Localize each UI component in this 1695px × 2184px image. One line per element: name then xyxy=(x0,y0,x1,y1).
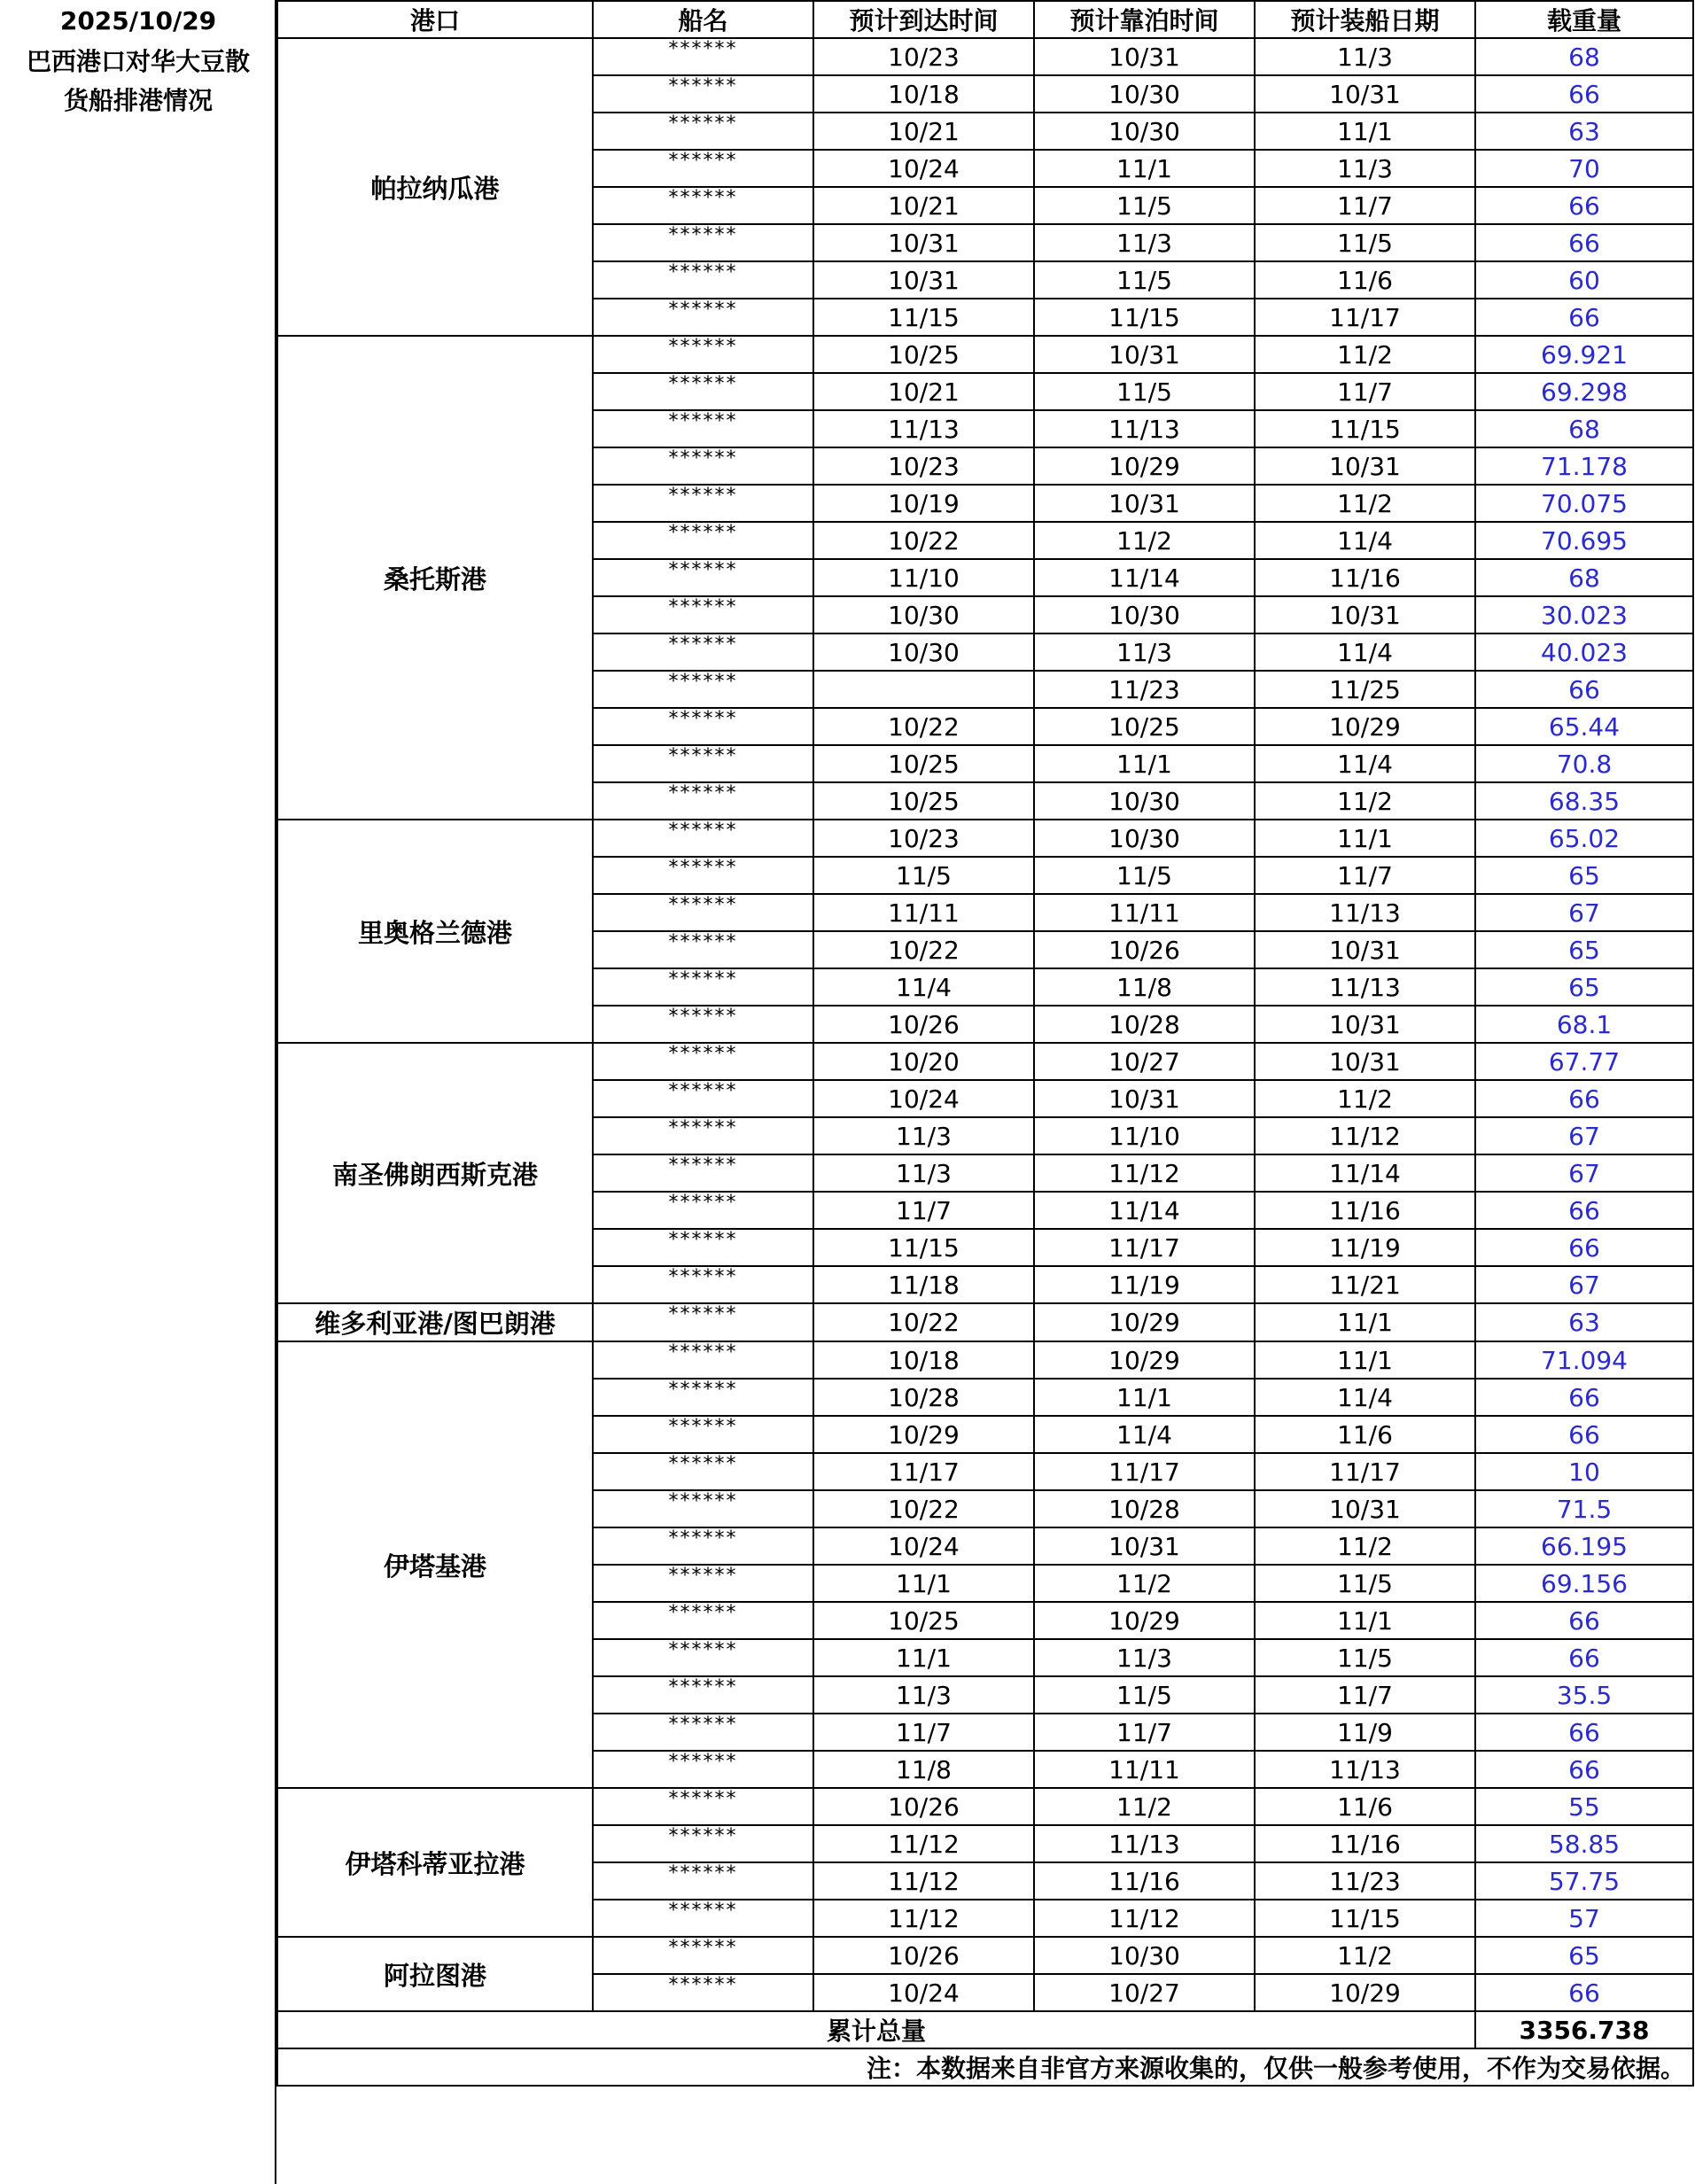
loading-cell: 11/9 xyxy=(1255,1714,1475,1751)
arrival-cell: 11/8 xyxy=(813,1751,1034,1788)
berthing-cell: 11/2 xyxy=(1034,1565,1255,1602)
ship-name-cell: ****** xyxy=(593,596,813,633)
ship-name-cell: ****** xyxy=(593,559,813,596)
ship-name-cell: ****** xyxy=(593,113,813,150)
ship-name-cell: ****** xyxy=(593,1303,813,1341)
arrival-cell: 10/29 xyxy=(813,1416,1034,1453)
tonnage-cell: 70.075 xyxy=(1475,485,1693,522)
loading-cell: 11/1 xyxy=(1255,1303,1475,1341)
arrival-cell: 10/18 xyxy=(813,1341,1034,1379)
berthing-cell: 10/27 xyxy=(1034,1974,1255,2011)
tonnage-cell: 71.094 xyxy=(1475,1341,1693,1379)
table-row xyxy=(277,1788,1693,1825)
arrival-cell: 10/25 xyxy=(813,745,1034,782)
tonnage-cell: 65 xyxy=(1475,968,1693,1006)
berthing-cell: 11/17 xyxy=(1034,1229,1255,1266)
loading-cell: 11/7 xyxy=(1255,187,1475,224)
arrival-cell: 11/7 xyxy=(813,1714,1034,1751)
arrival-cell: 10/24 xyxy=(813,1527,1034,1565)
loading-cell: 10/31 xyxy=(1255,1043,1475,1080)
tonnage-cell: 66 xyxy=(1475,75,1693,113)
berthing-cell: 10/30 xyxy=(1034,820,1255,857)
tonnage-cell: 66 xyxy=(1475,1639,1693,1676)
berthing-cell: 11/1 xyxy=(1034,150,1255,187)
loading-cell: 11/3 xyxy=(1255,38,1475,75)
tonnage-cell: 65 xyxy=(1475,857,1693,894)
berthing-cell: 10/30 xyxy=(1034,782,1255,820)
disclaimer-note: 注：本数据来自非官方来源收集的，仅供一般参考使用，不作为交易依据。 xyxy=(277,2048,1693,2086)
berthing-cell: 10/31 xyxy=(1034,1080,1255,1117)
loading-cell: 10/31 xyxy=(1255,1490,1475,1527)
header-arrival: 预计到达时间 xyxy=(813,1,1034,38)
berthing-cell: 11/10 xyxy=(1034,1117,1255,1154)
ship-name-cell: ****** xyxy=(593,187,813,224)
tonnage-cell: 65.02 xyxy=(1475,820,1693,857)
ship-name-cell: ****** xyxy=(593,1862,813,1900)
loading-cell: 11/7 xyxy=(1255,373,1475,410)
berthing-cell: 10/25 xyxy=(1034,708,1255,745)
loading-cell: 11/2 xyxy=(1255,1527,1475,1565)
loading-cell: 11/2 xyxy=(1255,1937,1475,1974)
tonnage-cell: 67 xyxy=(1475,1154,1693,1192)
berthing-cell: 11/11 xyxy=(1034,1751,1255,1788)
arrival-cell: 11/7 xyxy=(813,1192,1034,1229)
arrival-cell: 11/13 xyxy=(813,410,1034,447)
ship-name-cell: ****** xyxy=(593,1416,813,1453)
tonnage-cell: 67.77 xyxy=(1475,1043,1693,1080)
berthing-cell: 10/31 xyxy=(1034,38,1255,75)
ship-name-cell: ****** xyxy=(593,1229,813,1266)
ship-name-cell: ****** xyxy=(593,410,813,447)
loading-cell: 11/1 xyxy=(1255,1602,1475,1639)
loading-cell: 11/21 xyxy=(1255,1266,1475,1303)
table-row xyxy=(277,820,1693,857)
tonnage-cell: 67 xyxy=(1475,894,1693,931)
loading-cell: 11/4 xyxy=(1255,522,1475,559)
tonnage-cell: 65.44 xyxy=(1475,708,1693,745)
arrival-cell: 10/20 xyxy=(813,1043,1034,1080)
table-row xyxy=(277,1341,1693,1379)
note-row xyxy=(277,2048,1693,2086)
loading-cell: 11/15 xyxy=(1255,410,1475,447)
loading-cell: 11/17 xyxy=(1255,299,1475,336)
arrival-cell: 10/21 xyxy=(813,187,1034,224)
berthing-cell: 11/14 xyxy=(1034,559,1255,596)
berthing-cell: 11/8 xyxy=(1034,968,1255,1006)
tonnage-cell: 57 xyxy=(1475,1900,1693,1937)
berthing-cell: 10/30 xyxy=(1034,1937,1255,1974)
tonnage-cell: 71.5 xyxy=(1475,1490,1693,1527)
tonnage-cell: 66 xyxy=(1475,1974,1693,2011)
ship-name-cell: ****** xyxy=(593,1527,813,1565)
ship-name-cell: ****** xyxy=(593,1080,813,1117)
loading-cell: 11/1 xyxy=(1255,113,1475,150)
ship-name-cell: ****** xyxy=(593,224,813,261)
tonnage-cell: 66 xyxy=(1475,224,1693,261)
arrival-cell: 11/4 xyxy=(813,968,1034,1006)
header-ship-name: 船名 xyxy=(593,1,813,38)
berthing-cell: 11/12 xyxy=(1034,1154,1255,1192)
ship-name-cell: ****** xyxy=(593,373,813,410)
ship-name-cell: ****** xyxy=(593,75,813,113)
arrival-cell: 11/3 xyxy=(813,1117,1034,1154)
ship-name-cell: ****** xyxy=(593,336,813,373)
tonnage-cell: 57.75 xyxy=(1475,1862,1693,1900)
tonnage-cell: 69.298 xyxy=(1475,373,1693,410)
berthing-cell: 11/5 xyxy=(1034,1676,1255,1714)
arrival-cell: 10/26 xyxy=(813,1006,1034,1043)
ship-name-cell: ****** xyxy=(593,1117,813,1154)
port-name-cell: 维多利亚港/图巴朗港 xyxy=(277,1303,593,1341)
ship-name-cell: ****** xyxy=(593,485,813,522)
tonnage-cell: 10 xyxy=(1475,1453,1693,1490)
berthing-cell: 11/5 xyxy=(1034,857,1255,894)
tonnage-cell: 66 xyxy=(1475,671,1693,708)
arrival-cell: 11/1 xyxy=(813,1639,1034,1676)
berthing-cell: 11/4 xyxy=(1034,1416,1255,1453)
arrival-cell: 10/19 xyxy=(813,485,1034,522)
header-tonnage: 载重量 xyxy=(1475,1,1693,38)
arrival-cell: 11/18 xyxy=(813,1266,1034,1303)
loading-cell: 11/3 xyxy=(1255,150,1475,187)
ship-name-cell: ****** xyxy=(593,1266,813,1303)
ship-name-cell: ****** xyxy=(593,1602,813,1639)
loading-cell: 11/13 xyxy=(1255,1751,1475,1788)
tonnage-cell: 70 xyxy=(1475,150,1693,187)
ship-name-cell: ****** xyxy=(593,671,813,708)
tonnage-cell: 60 xyxy=(1475,261,1693,299)
tonnage-cell: 70.695 xyxy=(1475,522,1693,559)
loading-cell: 11/7 xyxy=(1255,857,1475,894)
port-name-cell: 里奥格兰德港 xyxy=(277,820,593,1043)
ship-name-cell: ****** xyxy=(593,820,813,857)
tonnage-cell: 58.85 xyxy=(1475,1825,1693,1862)
ship-name-cell: ****** xyxy=(593,1490,813,1527)
berthing-cell: 10/31 xyxy=(1034,336,1255,373)
ship-name-cell: ****** xyxy=(593,931,813,968)
berthing-cell: 11/3 xyxy=(1034,224,1255,261)
loading-cell: 11/6 xyxy=(1255,1788,1475,1825)
berthing-cell: 11/16 xyxy=(1034,1862,1255,1900)
berthing-cell: 11/3 xyxy=(1034,633,1255,671)
ship-name-cell: ****** xyxy=(593,261,813,299)
total-row xyxy=(277,2011,1693,2048)
tonnage-cell: 71.178 xyxy=(1475,447,1693,485)
tonnage-cell: 69.921 xyxy=(1475,336,1693,373)
loading-cell: 10/31 xyxy=(1255,1006,1475,1043)
loading-cell: 11/4 xyxy=(1255,633,1475,671)
tonnage-cell: 66 xyxy=(1475,1229,1693,1266)
ship-name-cell: ****** xyxy=(593,857,813,894)
table-row xyxy=(277,1937,1693,1974)
tonnage-cell: 63 xyxy=(1475,1303,1693,1341)
loading-cell: 11/16 xyxy=(1255,559,1475,596)
tonnage-cell: 67 xyxy=(1475,1266,1693,1303)
ship-name-cell: ****** xyxy=(593,782,813,820)
ship-name-cell: ****** xyxy=(593,1341,813,1379)
port-name-cell: 阿拉图港 xyxy=(277,1937,593,2011)
port-name-cell: 桑托斯港 xyxy=(277,336,593,820)
loading-cell: 11/15 xyxy=(1255,1900,1475,1937)
ship-name-cell: ****** xyxy=(593,1974,813,2011)
header-berthing: 预计靠泊时间 xyxy=(1034,1,1255,38)
arrival-cell: 11/10 xyxy=(813,559,1034,596)
tonnage-cell: 63 xyxy=(1475,113,1693,150)
tonnage-cell: 67 xyxy=(1475,1117,1693,1154)
loading-cell: 11/16 xyxy=(1255,1192,1475,1229)
arrival-cell: 10/25 xyxy=(813,336,1034,373)
ship-name-cell: ****** xyxy=(593,1639,813,1676)
berthing-cell: 10/31 xyxy=(1034,1527,1255,1565)
arrival-cell: 10/22 xyxy=(813,522,1034,559)
arrival-cell: 11/3 xyxy=(813,1154,1034,1192)
loading-cell: 11/5 xyxy=(1255,1639,1475,1676)
table-row xyxy=(277,38,1693,75)
loading-cell: 11/12 xyxy=(1255,1117,1475,1154)
tonnage-cell: 68.1 xyxy=(1475,1006,1693,1043)
berthing-cell: 10/29 xyxy=(1034,1303,1255,1341)
loading-cell: 10/31 xyxy=(1255,75,1475,113)
arrival-cell: 10/23 xyxy=(813,447,1034,485)
port-name-cell: 南圣佛朗西斯克港 xyxy=(277,1043,593,1303)
arrival-cell: 11/11 xyxy=(813,894,1034,931)
ship-name-cell: ****** xyxy=(593,1788,813,1825)
berthing-cell: 10/27 xyxy=(1034,1043,1255,1080)
berthing-cell: 10/28 xyxy=(1034,1006,1255,1043)
tonnage-cell: 30.023 xyxy=(1475,596,1693,633)
ship-name-cell: ****** xyxy=(593,1751,813,1788)
table-row xyxy=(277,336,1693,373)
berthing-cell: 11/5 xyxy=(1034,187,1255,224)
arrival-cell: 11/1 xyxy=(813,1565,1034,1602)
berthing-cell: 11/13 xyxy=(1034,410,1255,447)
loading-cell: 11/7 xyxy=(1255,1676,1475,1714)
loading-cell: 11/1 xyxy=(1255,1341,1475,1379)
arrival-cell: 10/24 xyxy=(813,1080,1034,1117)
arrival-cell: 10/24 xyxy=(813,150,1034,187)
arrival-cell: 10/22 xyxy=(813,708,1034,745)
loading-cell: 11/4 xyxy=(1255,745,1475,782)
tonnage-cell: 69.156 xyxy=(1475,1565,1693,1602)
loading-cell: 10/31 xyxy=(1255,931,1475,968)
berthing-cell: 11/1 xyxy=(1034,1379,1255,1416)
tonnage-cell: 66 xyxy=(1475,1080,1693,1117)
port-name-cell: 伊塔基港 xyxy=(277,1341,593,1788)
loading-cell: 11/1 xyxy=(1255,820,1475,857)
berthing-cell: 11/13 xyxy=(1034,1825,1255,1862)
berthing-cell: 10/29 xyxy=(1034,447,1255,485)
tonnage-cell: 66 xyxy=(1475,1714,1693,1751)
berthing-cell: 11/1 xyxy=(1034,745,1255,782)
tonnage-cell: 68 xyxy=(1475,559,1693,596)
arrival-cell: 11/17 xyxy=(813,1453,1034,1490)
berthing-cell: 11/19 xyxy=(1034,1266,1255,1303)
port-name-cell: 帕拉纳瓜港 xyxy=(277,38,593,336)
loading-cell: 10/29 xyxy=(1255,708,1475,745)
tonnage-cell: 66 xyxy=(1475,1379,1693,1416)
berthing-cell: 11/15 xyxy=(1034,299,1255,336)
tonnage-cell: 70.8 xyxy=(1475,745,1693,782)
ship-name-cell: ****** xyxy=(593,894,813,931)
berthing-cell: 10/30 xyxy=(1034,596,1255,633)
report-title xyxy=(0,43,276,120)
ship-name-cell: ****** xyxy=(593,299,813,336)
total-label: 累计总量 xyxy=(277,2011,1475,2048)
arrival-cell: 11/12 xyxy=(813,1825,1034,1862)
ship-name-cell: ****** xyxy=(593,745,813,782)
loading-cell: 11/2 xyxy=(1255,336,1475,373)
arrival-cell: 10/22 xyxy=(813,931,1034,968)
loading-cell: 11/2 xyxy=(1255,485,1475,522)
arrival-cell: 10/24 xyxy=(813,1974,1034,2011)
arrival-cell: 11/3 xyxy=(813,1676,1034,1714)
arrival-cell: 10/18 xyxy=(813,75,1034,113)
arrival-cell: 10/31 xyxy=(813,261,1034,299)
arrival-cell: 11/12 xyxy=(813,1862,1034,1900)
loading-cell: 10/31 xyxy=(1255,447,1475,485)
loading-cell: 11/23 xyxy=(1255,1862,1475,1900)
berthing-cell: 11/2 xyxy=(1034,1788,1255,1825)
loading-cell: 11/25 xyxy=(1255,671,1475,708)
ship-name-cell: ****** xyxy=(593,1900,813,1937)
ship-name-cell: ****** xyxy=(593,1714,813,1751)
berthing-cell: 11/12 xyxy=(1034,1900,1255,1937)
ship-name-cell: ****** xyxy=(593,1676,813,1714)
berthing-cell: 10/30 xyxy=(1034,75,1255,113)
loading-cell: 11/5 xyxy=(1255,224,1475,261)
arrival-cell: 11/15 xyxy=(813,1229,1034,1266)
ship-name-cell: ****** xyxy=(593,447,813,485)
loading-cell: 10/29 xyxy=(1255,1974,1475,2011)
arrival-cell: 10/31 xyxy=(813,224,1034,261)
report-title-line-1: 巴西港口对华大豆散 xyxy=(26,47,250,76)
arrival-cell xyxy=(813,671,1034,708)
loading-cell: 11/16 xyxy=(1255,1825,1475,1862)
loading-cell: 11/19 xyxy=(1255,1229,1475,1266)
loading-cell: 11/13 xyxy=(1255,894,1475,931)
ship-name-cell: ****** xyxy=(593,522,813,559)
ship-name-cell: ****** xyxy=(593,1192,813,1229)
tonnage-cell: 68 xyxy=(1475,38,1693,75)
tonnage-cell: 66.195 xyxy=(1475,1527,1693,1565)
berthing-cell: 11/14 xyxy=(1034,1192,1255,1229)
ship-name-cell: ****** xyxy=(593,150,813,187)
arrival-cell: 10/26 xyxy=(813,1788,1034,1825)
berthing-cell: 11/11 xyxy=(1034,894,1255,931)
table-row xyxy=(277,1043,1693,1080)
arrival-cell: 10/22 xyxy=(813,1303,1034,1341)
berthing-cell: 11/2 xyxy=(1034,522,1255,559)
tonnage-cell: 66 xyxy=(1475,1751,1693,1788)
ship-name-cell: ****** xyxy=(593,1453,813,1490)
arrival-cell: 10/25 xyxy=(813,782,1034,820)
arrival-cell: 11/12 xyxy=(813,1900,1034,1937)
berthing-cell: 11/23 xyxy=(1034,671,1255,708)
ship-name-cell: ****** xyxy=(593,1006,813,1043)
berthing-cell: 11/3 xyxy=(1034,1639,1255,1676)
tonnage-cell: 40.023 xyxy=(1475,633,1693,671)
loading-cell: 11/2 xyxy=(1255,782,1475,820)
tonnage-cell: 65 xyxy=(1475,931,1693,968)
arrival-cell: 10/23 xyxy=(813,38,1034,75)
tonnage-cell: 66 xyxy=(1475,1602,1693,1639)
ship-name-cell: ****** xyxy=(593,1937,813,1974)
header-row xyxy=(277,1,1693,38)
ship-name-cell: ****** xyxy=(593,1565,813,1602)
tonnage-cell: 68.35 xyxy=(1475,782,1693,820)
header-loading: 预计装船日期 xyxy=(1255,1,1475,38)
arrival-cell: 10/21 xyxy=(813,373,1034,410)
ship-name-cell: ****** xyxy=(593,1825,813,1862)
arrival-cell: 10/28 xyxy=(813,1379,1034,1416)
report-date: 2025/10/29 xyxy=(59,6,217,35)
berthing-cell: 11/5 xyxy=(1034,261,1255,299)
ship-name-cell: ****** xyxy=(593,708,813,745)
tonnage-cell: 65 xyxy=(1475,1937,1693,1974)
ship-schedule-table xyxy=(276,0,1694,2087)
total-value: 3356.738 xyxy=(1475,2011,1693,2048)
ship-name-cell: ****** xyxy=(593,968,813,1006)
arrival-cell: 10/30 xyxy=(813,596,1034,633)
header-port: 港口 xyxy=(277,1,593,38)
berthing-cell: 10/28 xyxy=(1034,1490,1255,1527)
berthing-cell: 11/17 xyxy=(1034,1453,1255,1490)
loading-cell: 11/2 xyxy=(1255,1080,1475,1117)
loading-cell: 11/6 xyxy=(1255,1416,1475,1453)
table-row xyxy=(277,1303,1693,1341)
arrival-cell: 10/25 xyxy=(813,1602,1034,1639)
arrival-cell: 10/30 xyxy=(813,633,1034,671)
ship-name-cell: ****** xyxy=(593,1043,813,1080)
loading-cell: 11/4 xyxy=(1255,1379,1475,1416)
berthing-cell: 11/5 xyxy=(1034,373,1255,410)
loading-cell: 11/13 xyxy=(1255,968,1475,1006)
tonnage-cell: 55 xyxy=(1475,1788,1693,1825)
loading-cell: 10/31 xyxy=(1255,596,1475,633)
tonnage-cell: 66 xyxy=(1475,1192,1693,1229)
arrival-cell: 10/22 xyxy=(813,1490,1034,1527)
ship-name-cell: ****** xyxy=(593,38,813,75)
tonnage-cell: 66 xyxy=(1475,299,1693,336)
port-name-cell: 伊塔科蒂亚拉港 xyxy=(277,1788,593,1937)
loading-cell: 11/5 xyxy=(1255,1565,1475,1602)
ship-name-cell: ****** xyxy=(593,1379,813,1416)
arrival-cell: 10/21 xyxy=(813,113,1034,150)
tonnage-cell: 66 xyxy=(1475,1416,1693,1453)
berthing-cell: 11/7 xyxy=(1034,1714,1255,1751)
report-title-line-2: 货船排港情况 xyxy=(63,86,213,115)
berthing-cell: 10/30 xyxy=(1034,113,1255,150)
loading-cell: 11/6 xyxy=(1255,261,1475,299)
ship-name-cell: ****** xyxy=(593,633,813,671)
arrival-cell: 10/23 xyxy=(813,820,1034,857)
tonnage-cell: 35.5 xyxy=(1475,1676,1693,1714)
title-panel xyxy=(0,0,276,2184)
tonnage-cell: 66 xyxy=(1475,187,1693,224)
berthing-cell: 10/29 xyxy=(1034,1602,1255,1639)
loading-cell: 11/14 xyxy=(1255,1154,1475,1192)
arrival-cell: 11/5 xyxy=(813,857,1034,894)
berthing-cell: 10/29 xyxy=(1034,1341,1255,1379)
arrival-cell: 11/15 xyxy=(813,299,1034,336)
ship-name-cell: ****** xyxy=(593,1154,813,1192)
berthing-cell: 10/31 xyxy=(1034,485,1255,522)
tonnage-cell: 68 xyxy=(1475,410,1693,447)
arrival-cell: 10/26 xyxy=(813,1937,1034,1974)
loading-cell: 11/17 xyxy=(1255,1453,1475,1490)
berthing-cell: 10/26 xyxy=(1034,931,1255,968)
